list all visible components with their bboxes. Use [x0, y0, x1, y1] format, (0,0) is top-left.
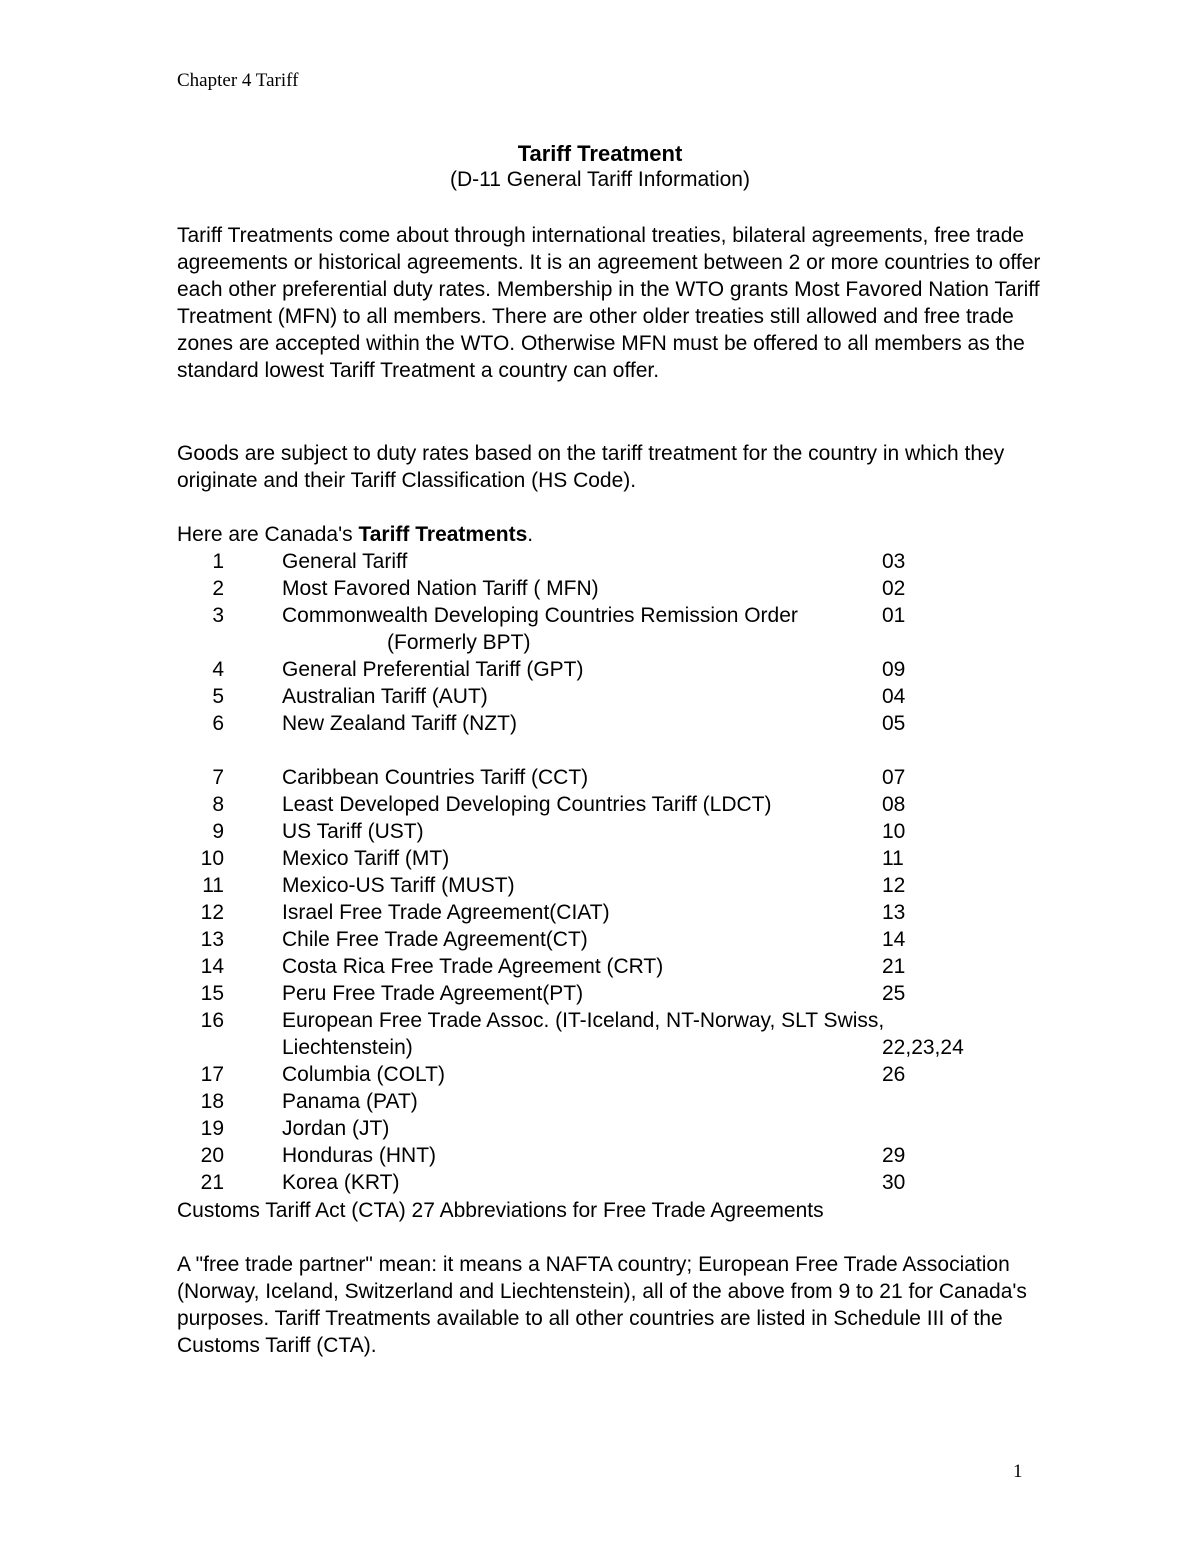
item-number: 17 — [200, 1063, 224, 1086]
item-name: New Zealand Tariff (NZT) — [282, 712, 517, 735]
list-item — [177, 1088, 1077, 1115]
item-code: 08 — [882, 793, 906, 816]
item-number: 10 — [200, 847, 224, 870]
list-item — [177, 575, 1077, 602]
list-item — [177, 602, 1077, 629]
item-number: 11 — [202, 874, 224, 897]
item-code: 13 — [882, 901, 906, 924]
item-name: Caribbean Countries Tariff (CCT) — [282, 766, 589, 789]
item-number: 5 — [212, 685, 224, 708]
item-number: 2 — [212, 577, 224, 600]
item-code: 10 — [882, 820, 906, 843]
list-item — [177, 548, 1077, 575]
item-name: Honduras (HNT) — [282, 1144, 437, 1167]
item-number: 3 — [212, 604, 224, 627]
intro-suffix: . — [527, 523, 534, 546]
item-number: 19 — [200, 1117, 224, 1140]
item-code: 04 — [882, 685, 906, 708]
item-code: 02 — [882, 577, 906, 600]
list-item — [177, 1142, 1077, 1169]
list-item — [177, 926, 1077, 953]
item-name: Costa Rica Free Trade Agreement (CRT) — [282, 955, 664, 978]
list-item-continuation — [177, 1034, 1077, 1061]
item-name: Mexico-US Tariff (MUST) — [282, 874, 515, 897]
item-number: 4 — [212, 658, 224, 681]
item-code: 25 — [882, 982, 906, 1005]
item-number: 8 — [212, 793, 224, 816]
item-name-continued: Liechtenstein) — [282, 1036, 413, 1059]
item-code: 11 — [882, 847, 904, 870]
item-name: General Preferential Tariff (GPT) — [282, 658, 584, 681]
treatments-intro — [177, 521, 1047, 548]
list-item — [177, 1115, 1077, 1142]
item-number: 14 — [200, 955, 224, 978]
list-item — [177, 683, 1077, 710]
item-number: 15 — [200, 982, 224, 1005]
item-code: 09 — [882, 658, 906, 681]
item-name: Korea (KRT) — [282, 1171, 400, 1194]
paragraph-tariff-treatments: Tariff Treatments come about through international treaties, bilateral agreements, free trade agreements or historical agreements. It is an agreement between 2 or more countries to offer each other preferential duty rates. Membership in the WTO grants Most Favored Nation Tariff Treatment (MFN) to all members. There are other older treaties still allowed and free trade zones are accepted within the WTO. Otherwise MFN must be offered to all members as the standard lowest Tariff Treatment a country can offer. — [177, 224, 1041, 382]
list-item — [177, 1061, 1077, 1088]
item-code: 12 — [882, 874, 906, 897]
list-item — [177, 899, 1077, 926]
list-item — [177, 872, 1077, 899]
item-code: 30 — [882, 1171, 906, 1194]
list-item — [177, 1169, 1077, 1196]
item-name: Panama (PAT) — [282, 1090, 418, 1113]
item-code: 03 — [882, 550, 906, 573]
list-item — [177, 710, 1077, 737]
item-name: Australian Tariff (AUT) — [282, 685, 488, 708]
item-number: 16 — [200, 1009, 224, 1032]
item-name: Jordan (JT) — [282, 1117, 390, 1140]
intro-prefix: Here are Canada's — [177, 523, 359, 546]
list-item — [177, 980, 1077, 1007]
page-number: 1 — [1013, 1461, 1023, 1482]
item-number: 1 — [212, 550, 224, 573]
item-code: 14 — [882, 928, 906, 951]
intro-bold: Tariff Treatments — [358, 523, 528, 546]
item-note: (Formerly BPT) — [387, 631, 531, 654]
item-name: Columbia (COLT) — [282, 1063, 445, 1086]
list-item-note — [177, 629, 1077, 656]
paragraph-free-trade-partner: A "free trade partner" mean: it means a NAFTA country; European Free Trade Association (Norway, Iceland, Switzerland and Liechtenstein), all of the above from 9 to 21 for Canada's purposes. Tariff Treatments available to all other countries are listed in Schedule III of the Customs Tariff (CTA). — [177, 1253, 1027, 1357]
list-item — [177, 845, 1077, 872]
item-name: European Free Trade Assoc. (IT-Iceland, NT-Norway, SLT Swiss, — [282, 1009, 885, 1032]
item-name: General Tariff — [282, 550, 408, 573]
item-name: Mexico Tariff (MT) — [282, 847, 450, 870]
page-subtitle: (D-11 General Tariff Information) — [450, 168, 750, 191]
item-code: 26 — [882, 1063, 906, 1086]
cta-abbreviations-line: Customs Tariff Act (CTA) 27 Abbreviations for Free Trade Agreements — [177, 1199, 824, 1222]
item-number: 13 — [200, 928, 224, 951]
item-name: Commonwealth Developing Countries Remission Order — [282, 604, 798, 627]
list-item — [177, 818, 1077, 845]
running-header: Chapter 4 Tariff — [177, 70, 299, 91]
item-name: Israel Free Trade Agreement(CIAT) — [282, 901, 610, 924]
item-number: 12 — [200, 901, 224, 924]
item-number: 20 — [200, 1144, 224, 1167]
item-number: 18 — [200, 1090, 224, 1113]
item-code: 22,23,24 — [882, 1036, 964, 1059]
treatments-list — [177, 548, 1077, 1196]
item-code: 29 — [882, 1144, 906, 1167]
item-number: 7 — [212, 766, 224, 789]
item-code: 07 — [882, 766, 906, 789]
list-item — [177, 656, 1077, 683]
item-name: Least Developed Developing Countries Tariff (LDCT) — [282, 793, 772, 816]
page-title: Tariff Treatment — [517, 141, 683, 166]
item-code: 05 — [882, 712, 906, 735]
item-name: US Tariff (UST) — [282, 820, 424, 843]
paragraph-duty-rates: Goods are subject to duty rates based on the tariff treatment for the country in which they originate and their Tariff Classification (HS Code). — [177, 442, 1005, 492]
item-name: Peru Free Trade Agreement(PT) — [282, 982, 584, 1005]
item-code: 21 — [882, 955, 906, 978]
item-code: 01 — [882, 604, 906, 627]
list-item — [177, 791, 1077, 818]
list-item — [177, 1007, 1077, 1034]
list-spacer — [177, 737, 1077, 764]
item-number: 9 — [212, 820, 224, 843]
item-name: Chile Free Trade Agreement(CT) — [282, 928, 588, 951]
item-name: Most Favored Nation Tariff ( MFN) — [282, 577, 599, 600]
item-number: 21 — [200, 1171, 224, 1194]
list-item — [177, 764, 1077, 791]
list-item — [177, 953, 1077, 980]
item-number: 6 — [212, 712, 224, 735]
